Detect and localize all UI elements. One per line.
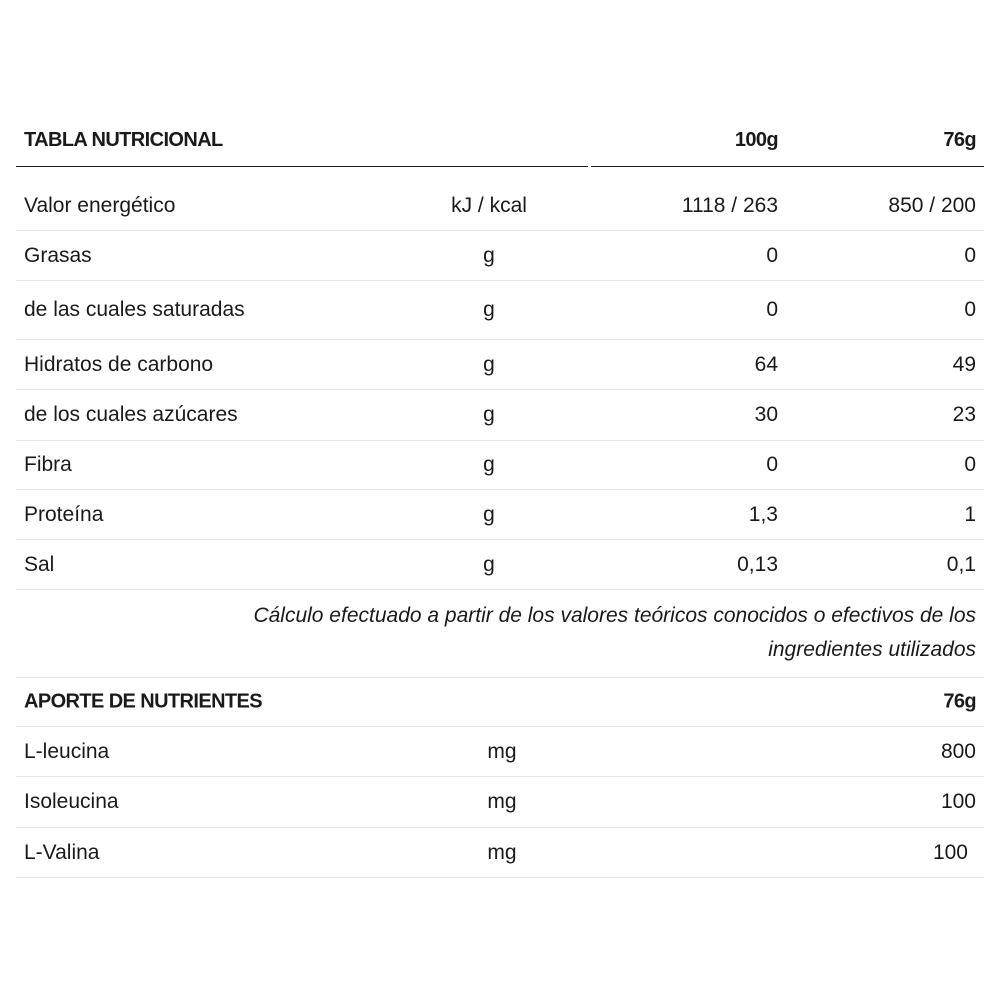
nutrient-unit: kJ / kcal — [451, 194, 527, 217]
value-per-100g: 0 — [766, 243, 778, 267]
nutrient-unit: g — [483, 298, 495, 321]
table-row — [16, 727, 984, 777]
amino-acid-name: Isoleucina — [24, 790, 119, 813]
column-header-100g: 100g — [734, 129, 778, 151]
value-per-100g: 0,13 — [737, 552, 778, 576]
value-per-76g: 23 — [952, 403, 976, 426]
nutrition-table-title: TABLA NUTRICIONAL — [24, 129, 223, 151]
column-header-76g: 76g — [943, 690, 976, 713]
calculation-note: Cálculo efectuado a partir de los valores teóricos conocidos o efectivos de los ingredientes utilizados — [16, 590, 984, 678]
nutrient-contribution-header — [16, 678, 984, 727]
nutrient-name: de los cuales azúcares — [24, 403, 238, 426]
nutrient-unit: g — [483, 552, 495, 576]
value-per-76g: 1 — [964, 502, 976, 526]
nutrient-contribution-title: APORTE DE NUTRIENTES — [24, 690, 263, 713]
table-row — [16, 777, 984, 828]
value-per-76g: 0,1 — [946, 552, 976, 576]
nutrition-table-header — [16, 118, 984, 167]
value-per-100g: 1,3 — [748, 502, 778, 526]
nutrient-name: de las cuales saturadas — [24, 298, 245, 321]
amino-acid-unit: mg — [487, 739, 517, 763]
table-row — [16, 441, 984, 490]
nutrient-name: Fibra — [24, 453, 72, 476]
value-per-100g: 30 — [754, 403, 778, 426]
amino-acid-unit: mg — [487, 790, 517, 813]
table-row — [16, 490, 984, 540]
nutrient-unit: g — [483, 502, 495, 526]
value-per-76g: 49 — [952, 352, 976, 376]
value-per-76g: 100 — [932, 840, 968, 864]
value-per-100g: 1118 / 263 — [681, 194, 778, 217]
nutrient-unit: g — [483, 403, 495, 426]
table-row — [16, 281, 984, 340]
nutrient-name: Grasas — [24, 243, 92, 267]
value-per-100g: 64 — [754, 352, 778, 376]
value-per-76g: 850 / 200 — [888, 194, 976, 217]
table-row — [16, 340, 984, 390]
table-row — [16, 182, 984, 231]
value-per-76g: 0 — [964, 453, 976, 476]
nutrition-document — [16, 118, 984, 878]
nutrient-name: Sal — [24, 552, 55, 576]
amino-acid-name: L-Valina — [24, 840, 100, 864]
value-per-76g: 0 — [964, 298, 976, 321]
header-rule-gap — [588, 162, 591, 168]
amino-acid-unit: mg — [487, 840, 517, 864]
header-spacer — [16, 167, 984, 182]
nutrient-name: Hidratos de carbono — [24, 352, 214, 376]
table-row — [16, 828, 984, 878]
value-per-76g: 100 — [940, 790, 976, 813]
nutrient-name: Valor energético — [24, 194, 176, 217]
nutrient-unit: g — [483, 352, 495, 376]
value-per-76g: 800 — [940, 739, 976, 763]
nutrient-unit: g — [483, 243, 495, 267]
table-row — [16, 231, 984, 281]
value-per-100g: 0 — [766, 298, 778, 321]
column-header-76g: 76g — [943, 129, 976, 151]
nutrient-name: Proteína — [24, 502, 104, 526]
amino-acid-name: L-leucina — [24, 739, 110, 763]
table-row — [16, 390, 984, 441]
value-per-76g: 0 — [964, 243, 976, 267]
nutrient-unit: g — [483, 453, 495, 476]
value-per-100g: 0 — [766, 453, 778, 476]
table-row — [16, 540, 984, 590]
